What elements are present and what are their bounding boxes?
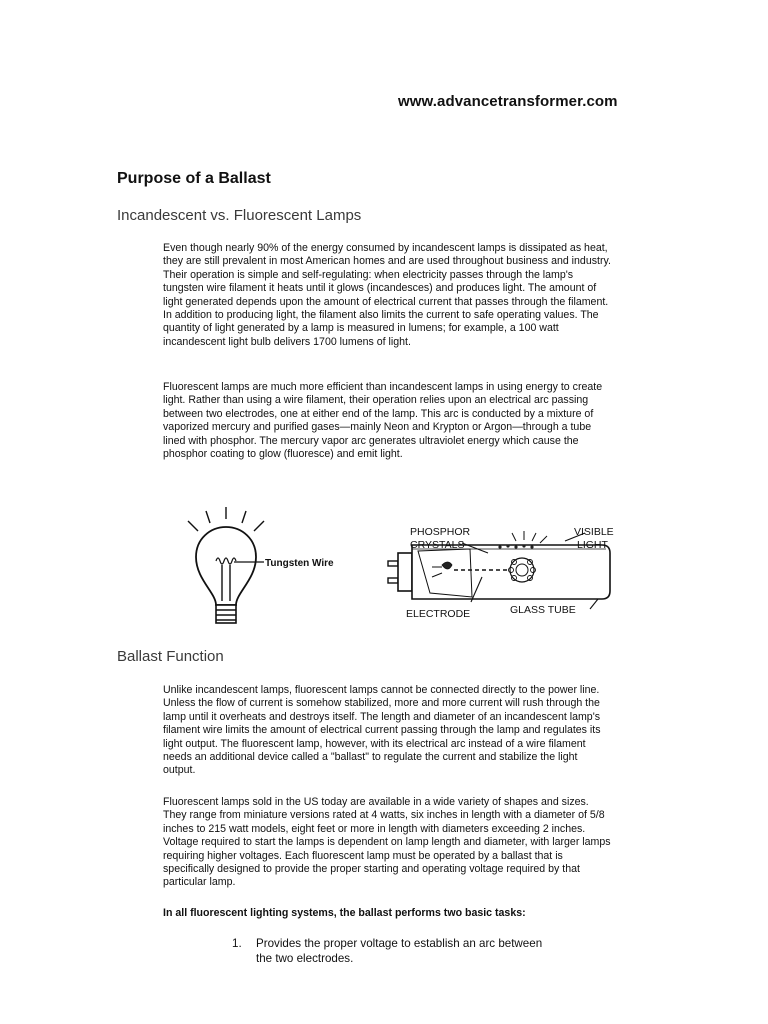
tasks-intro: In all fluorescent lighting systems, the ballast performs two basic tasks: <box>163 907 526 919</box>
incandescent-bulb-illustration <box>188 507 264 623</box>
electrode-label: ELECTRODE <box>406 608 471 620</box>
section-heading-ballast-function: Ballast Function <box>117 648 224 665</box>
paragraph-incandescent: Even though nearly 90% of the energy consumed by incandescent lamps is dissipated as heat, they are still prevalent in most American homes and are used throughout business and industry. Their operation is simple and self-regulating: when electricity passes through the lamp's tungsten wire filament it heats until it glows (incandesces) and produces light. The amount of light generated depends upon the amount of electrical current that passes through the filament. In addition to producing light, the filament also limits the current to safe operating values. The quantity of light generated by a lamp is measured in lumens; for example, a 100 watt incandescent light bulb delivers 1700 lumens of light. <box>163 242 611 348</box>
glass-tube-label: GLASS TUBE <box>510 604 576 616</box>
visible-light-label-line2: LIGHT <box>577 539 608 551</box>
paragraph-ballast-function: Unlike incandescent lamps, fluorescent lamps cannot be connected directly to the power line. Unless the flow of current is somehow stabilized, more and more current will rush through the lamp until it overheats and destroys itself. The length and diameter of an incandescent lamp's filament wire limits the amount of electrical current passing through the lamp and regulates its light output. The fluorescent lamp, however, with its electrical arc instead of a wire filament needs an additional device called a "ballast" to regulate the current and stabilize the light output. <box>163 684 601 777</box>
website-url: www.advancetransformer.com <box>398 93 618 110</box>
page-title: Purpose of a Ballast <box>117 170 271 187</box>
lamp-diagram <box>170 505 630 630</box>
paragraph-lamp-sizes: Fluorescent lamps sold in the US today are available in a wide variety of shapes and sizes. They range from miniature versions rated at 4 watts, six inches in length with a diameter of 5/8 inches to 215 watt models, eight feet or more in length with diameters exceeding 2 inches. Voltage required to start the lamps is dependent on lamp length and diameter, with larger lamps requiring higher voltages. Each fluorescent lamp must be operated by a ballast that is specifically designed to provide the proper starting and operating voltage required by that particular lamp. <box>163 796 611 889</box>
list-item-number: 1. <box>232 937 242 950</box>
phosphor-label-line2: CRYSTALS <box>410 539 465 551</box>
paragraph-fluorescent: Fluorescent lamps are much more efficient than incandescent lamps in using energy to create light. Rather than using a wire filament, their operation relies upon an electrical arc passing between two electrodes, one at either end of the lamp. This arc is conducted by a mixture of vaporized mercury and purified gases—mainly Neon and Krypton or Argon—through a tube lined with phosphor. The mercury vapor arc generates ultraviolet energy which cause the phosphor coating to glow (fluoresce) and emit light. <box>163 381 603 461</box>
list-item-text: Provides the proper voltage to establish an arc between the two electrodes. <box>256 937 543 965</box>
visible-light-label-line1: VISIBLE <box>574 526 614 538</box>
section-heading-incandescent-vs-fluorescent: Incandescent vs. Fluorescent Lamps <box>117 207 362 224</box>
tungsten-wire-label: Tungsten Wire <box>265 558 334 569</box>
phosphor-label-line1: PHOSPHOR <box>410 526 471 538</box>
